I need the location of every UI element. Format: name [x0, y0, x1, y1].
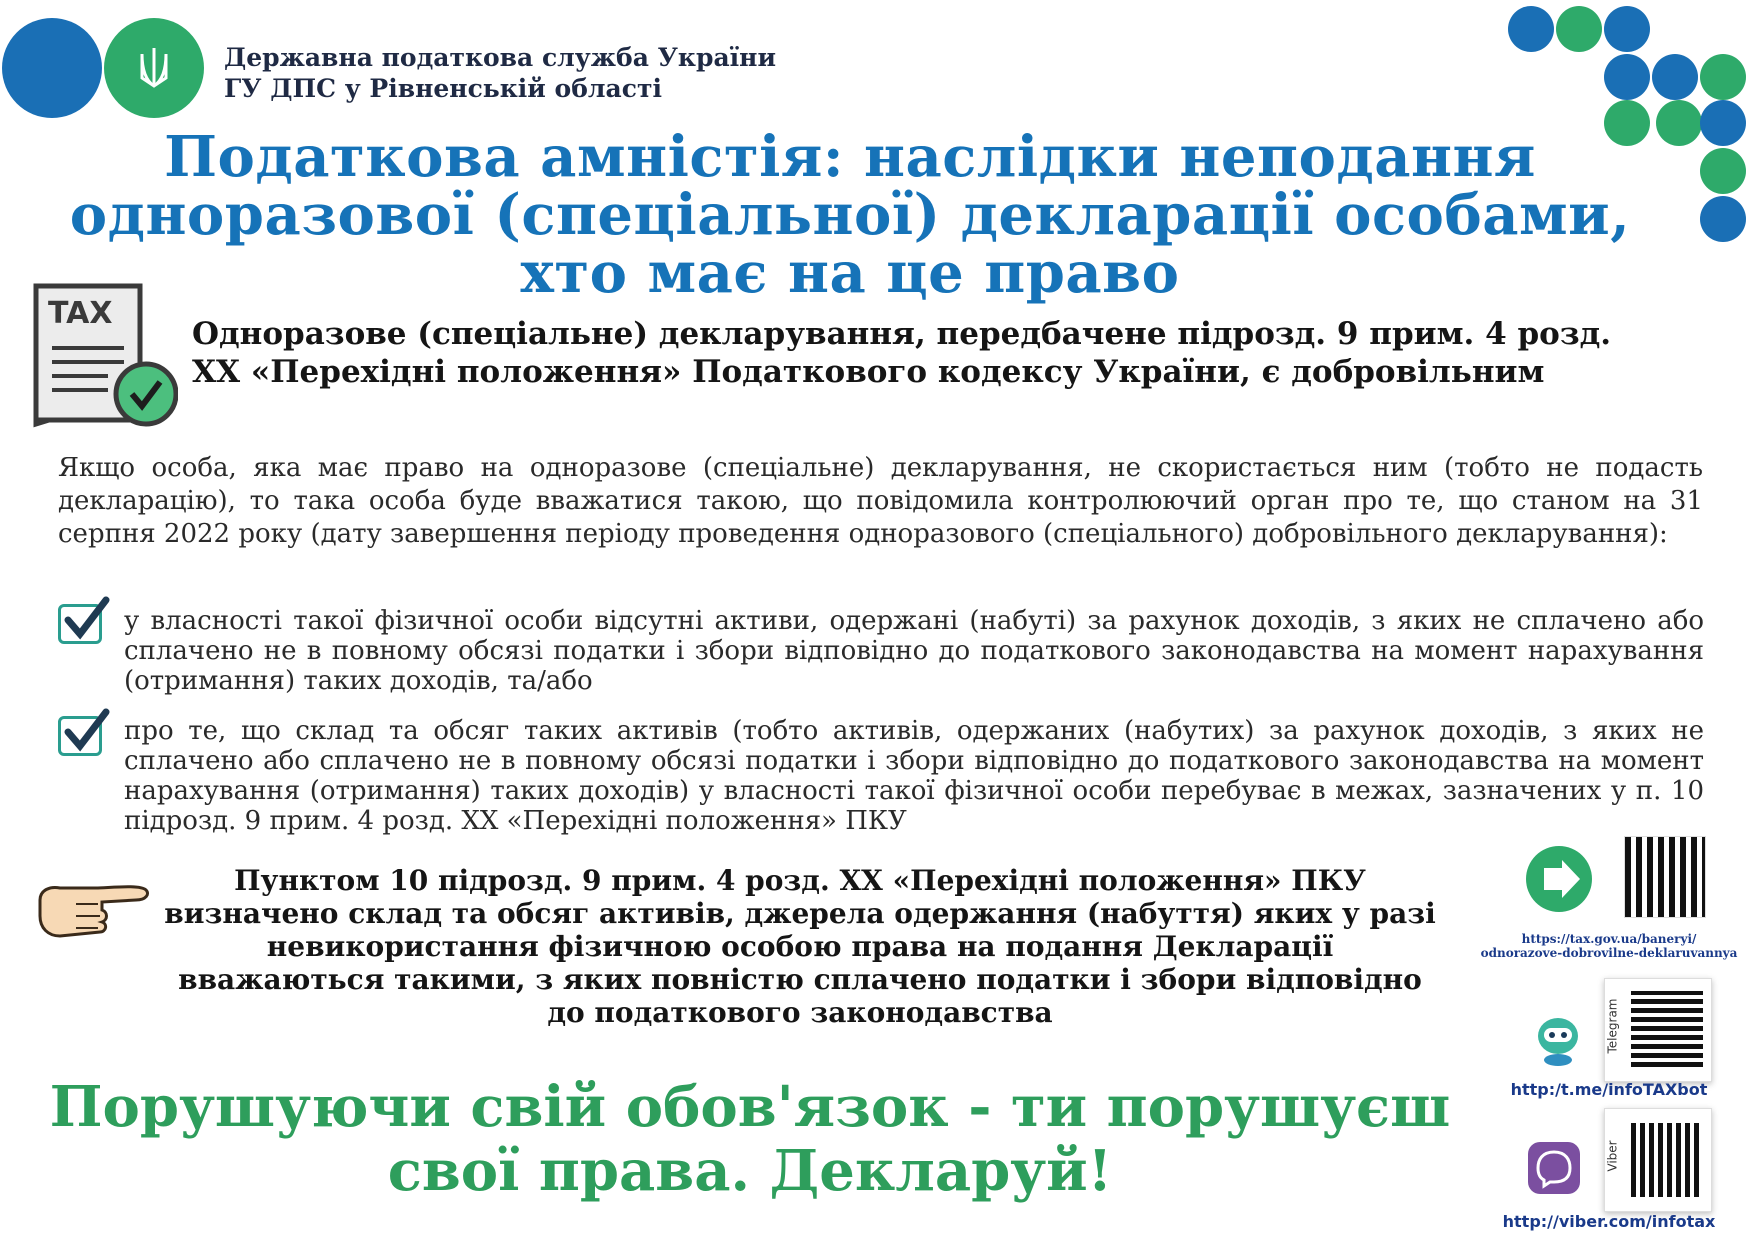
checkmark-icon	[62, 596, 112, 642]
slogan-line-1: Порушуючи свій обов'язок - ти порушуєш	[49, 1074, 1451, 1140]
viber-qr-card[interactable]	[1604, 1108, 1712, 1212]
subhead-line-2: XX «Перехідні положення» Податкового кодексу України, є добровільним	[192, 354, 1545, 390]
decor-circle	[1700, 100, 1746, 146]
decor-circle	[1604, 54, 1650, 100]
viber-logo-icon	[1528, 1142, 1580, 1194]
title-line-2: одноразової (спеціальної) декларації особами,	[69, 182, 1631, 248]
org-name	[224, 42, 776, 104]
org-line-1: Державна податкова служба України	[224, 43, 776, 72]
decor-circle	[1604, 6, 1650, 52]
slogan	[20, 1075, 1480, 1203]
telegram-label: Telegram	[1605, 998, 1620, 1054]
slogan-line-2: свої права. Декларуй!	[387, 1138, 1113, 1204]
subhead-line-1: Одноразове (спеціальне) декларування, передбачене підрозд. 9 прим. 4 розд.	[192, 316, 1612, 352]
title-line-1: Податкова амністія: наслідки неподання	[164, 124, 1536, 190]
tax-arrow-logo-icon	[1526, 846, 1592, 912]
telegram-qr-card[interactable]	[1604, 978, 1712, 1082]
decor-circle	[1652, 54, 1698, 100]
decor-circle	[1556, 6, 1602, 52]
decor-circle	[1700, 54, 1746, 100]
trident-icon	[134, 44, 174, 94]
telegram-link[interactable]: http:/t.me/infoTAXbot	[1510, 1080, 1708, 1099]
tax-document-icon	[28, 282, 178, 432]
viber-link[interactable]: http://viber.com/infotax	[1502, 1212, 1716, 1231]
qr-code-telegram-icon	[1631, 991, 1703, 1067]
tax-label: TAX	[48, 296, 113, 331]
bullet-item-1: у власності такої фізичної особи відсутні активи, одержані (набуті) за рахунок доходів, з яких не сплачено або сплачено не в повному обсязі податки і збори відповідно до податкового законодавства на момент нарахування (отримання) таких доходів, та/або	[124, 606, 1704, 696]
point-line-2: визначено склад та обсяг активів, джерела одержання (набуття) яких у разі	[164, 897, 1436, 930]
qr-code-tax-icon[interactable]	[1624, 836, 1706, 918]
intro-paragraph: Якщо особа, яка має право на одноразове (спеціальне) декларування, не скористається ним (тобто не подасть декларацію), то така особа буде вважатися такою, що повідомила контролюючий орган про те, що станом на 31 серпня 2022 року (дату завершення періоду проведення одноразового (спеціального) добровільного декларування):	[58, 453, 1703, 549]
org-line-2: ГУ ДПС у Рівненській області	[224, 74, 662, 103]
bot-mascot-icon	[1532, 1012, 1584, 1068]
tax-link-line-2: odnorazove-dobrovilne-deklaruvannya	[1480, 946, 1738, 960]
pointing-hand-icon	[36, 880, 152, 942]
subheading	[192, 315, 1662, 391]
viber-label: Viber	[1605, 1140, 1620, 1172]
decor-circle	[1508, 6, 1554, 52]
point-line-4: вважаються такими, з яких повністю сплачено податки і збори відповідно	[178, 963, 1422, 996]
title-line-3: хто має на це право	[520, 240, 1180, 306]
tax-link[interactable]	[1476, 932, 1742, 960]
decor-circle	[1700, 196, 1746, 242]
qr-code-viber-icon	[1631, 1123, 1703, 1197]
decor-circle-blue	[2, 18, 102, 118]
point-line-3: невикористання фізичною особою права на подання Декларації	[266, 930, 1334, 963]
page-title	[20, 124, 1680, 306]
tax-link-line-1: https://tax.gov.ua/baneryi/	[1521, 932, 1697, 946]
checkmark-icon	[62, 708, 112, 754]
point-line-1: Пунктом 10 підрозд. 9 прим. 4 розд. XX «Перехідні положення» ПКУ	[234, 864, 1366, 897]
decor-circle	[1700, 148, 1746, 194]
bullet-item-2: про те, що склад та обсяг таких активів (тобто активів, одержаних (набутих) за рахунок доходів, з яких не сплачено або сплачено не в повному обсязі податки і збори відповідно до податкового законодавства на момент нарахування (отримання) таких доходів) у власності такої фізичної особи перебуває в межах, зазначених у п. 10 підрозд. 9 прим. 4 розд. XX «Перехідні положення» ПКУ	[124, 716, 1704, 836]
point-line-5: до податкового законодавства	[547, 996, 1053, 1029]
point-10-note	[150, 864, 1450, 1029]
